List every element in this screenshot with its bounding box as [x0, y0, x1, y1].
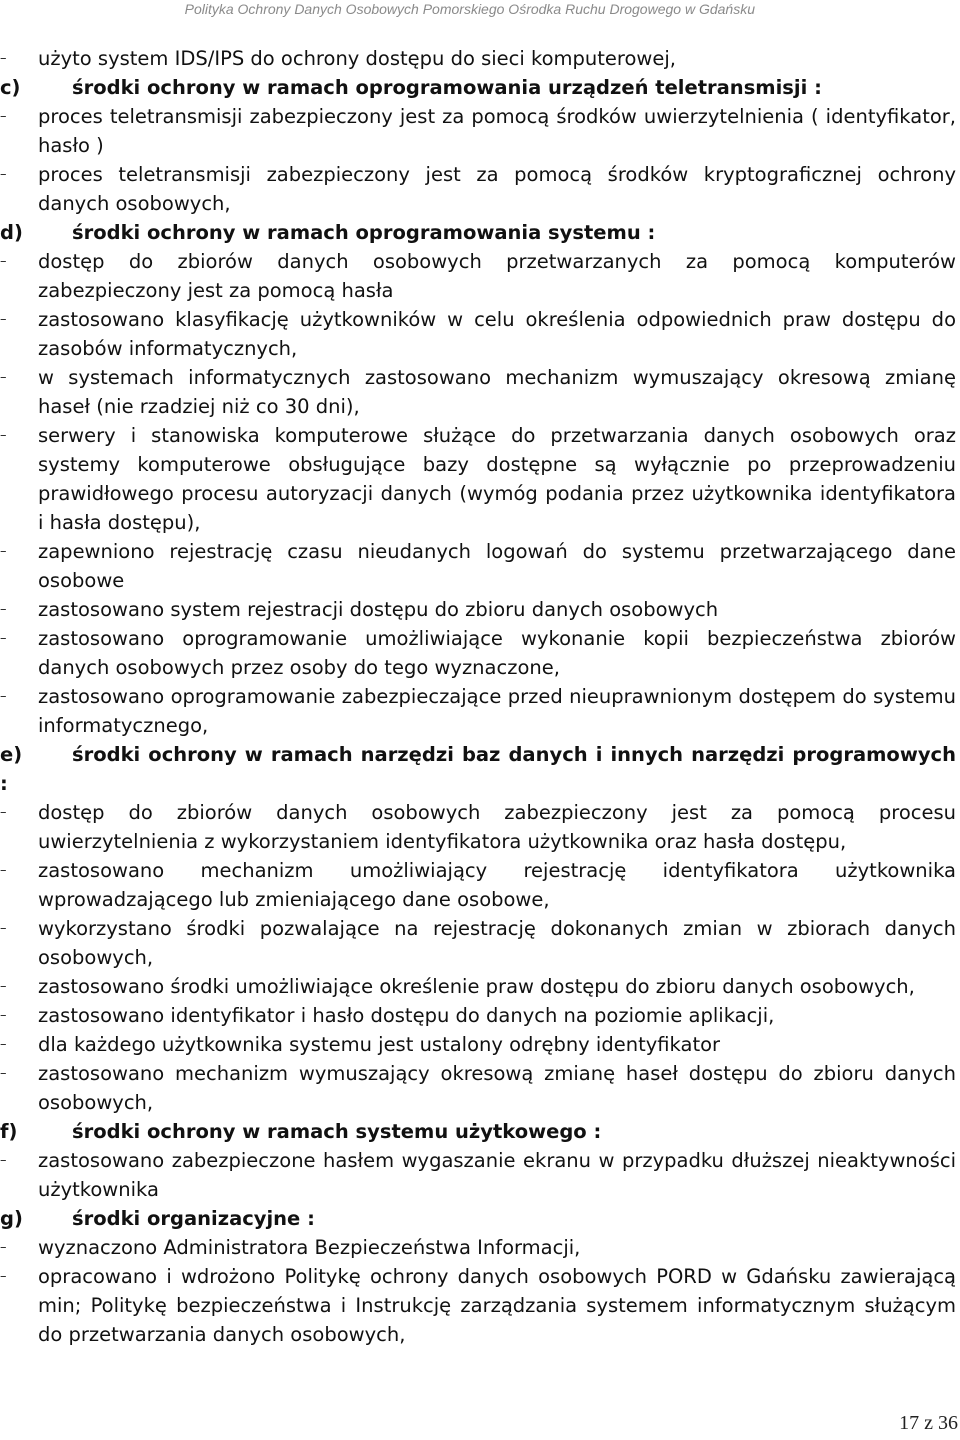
list-item-text: zastosowano mechanizm wymuszający okresową zmianę haseł dostępu do zbioru danych osobowych, [38, 1062, 956, 1114]
list-item-text: zastosowano oprogramowanie umożliwiające wykonanie kopii bezpieczeństwa zbiorów danych osobowych przez osoby do tego wyznaczone, [38, 627, 956, 679]
bullet-dash-icon: – [0, 1066, 7, 1081]
bullet-dash-icon: – [0, 544, 7, 559]
bullet-dash-icon: – [0, 689, 7, 704]
section-letter: e) [0, 743, 23, 766]
list-item [0, 363, 956, 421]
list-item [0, 798, 956, 856]
section-d [0, 218, 956, 740]
list-item [0, 1146, 956, 1204]
list-item-text: zastosowano system rejestracji dostępu do zbioru danych osobowych [38, 598, 719, 621]
list-item [0, 914, 956, 972]
page-number: 17 z 36 [899, 1412, 958, 1434]
list-item [0, 421, 956, 537]
list-item [0, 972, 956, 1001]
bullet-dash-icon: – [0, 109, 7, 124]
bullet-dash-icon: – [0, 631, 7, 646]
section-letter: f) [0, 1120, 18, 1143]
section-intro [0, 44, 956, 73]
list-item [0, 856, 956, 914]
section-c [0, 73, 956, 218]
section-e [0, 740, 956, 1117]
list-item [0, 102, 956, 160]
list-item [0, 1233, 956, 1262]
section-letter: g) [0, 1207, 23, 1230]
section-heading-text: środki ochrony w ramach oprogramowania urządzeń teletransmisji : [72, 76, 822, 99]
section-heading-text: środki ochrony w ramach narzędzi baz danych i innych narzędzi programowych : [0, 743, 956, 795]
list-item [0, 44, 956, 73]
bullet-dash-icon: – [0, 428, 7, 443]
list-item [0, 537, 956, 595]
bullet-dash-icon: – [0, 1269, 7, 1284]
list-item [0, 247, 956, 305]
bullet-dash-icon: – [0, 254, 7, 269]
bullet-dash-icon: – [0, 1240, 7, 1255]
section-heading-text: środki ochrony w ramach systemu użytkowego : [72, 1120, 602, 1143]
list-item [0, 624, 956, 682]
bullet-dash-icon: – [0, 1153, 7, 1168]
list-item-text: proces teletransmisji zabezpieczony jest za pomocą środków kryptograficznej ochrony danych osobowych, [38, 163, 956, 215]
list-item [0, 1030, 956, 1059]
section-f [0, 1117, 956, 1204]
list-item-text: serwery i stanowiska komputerowe służące do przetwarzania danych osobowych oraz systemy komputerowe obsługujące bazy dostępne są wyłącznie po przeprowadzeniu prawidłowego procesu autoryzacji danych (wymóg podania przez użytkownika identyfikatora i hasła dostępu), [38, 424, 956, 534]
list-item-text: opracowano i wdrożono Politykę ochrony danych osobowych PORD w Gdańsku zawierającą min; Politykę bezpieczeństwa i Instrukcję zarządzania systemem informatycznym służącym do przetwarzania danych osobowych, [38, 1265, 956, 1346]
document-body [0, 44, 960, 1349]
list-item [0, 305, 956, 363]
section-g [0, 1204, 956, 1349]
list-item [0, 682, 956, 740]
list-item [0, 1001, 956, 1030]
list-item-text: zastosowano klasyfikację użytkowników w celu określenia odpowiednich praw dostępu do zasobów informatycznych, [38, 308, 956, 360]
section-heading [0, 218, 956, 247]
section-heading [0, 1117, 956, 1146]
list-item [0, 1262, 956, 1349]
section-heading-text: środki organizacyjne : [72, 1207, 315, 1230]
list-item-text: proces teletransmisji zabezpieczony jest za pomocą środków uwierzytelnienia ( identyfikator, hasło ) [38, 105, 956, 157]
list-item-text: dla każdego użytkownika systemu jest ustalony odrębny identyfikator [38, 1033, 721, 1056]
section-heading-text: środki ochrony w ramach oprogramowania systemu : [72, 221, 656, 244]
list-item [0, 1059, 956, 1117]
bullet-dash-icon: – [0, 370, 7, 385]
bullet-dash-icon: – [0, 1008, 7, 1023]
section-heading [0, 1204, 956, 1233]
bullet-dash-icon: – [0, 1037, 7, 1052]
list-item [0, 160, 956, 218]
running-header: Polityka Ochrony Danych Osobowych Pomorskiego Ośrodka Ruchu Drogowego w Gdańsku [184, 1, 755, 17]
bullet-dash-icon: – [0, 51, 7, 66]
section-letter: d) [0, 221, 23, 244]
bullet-dash-icon: – [0, 602, 7, 617]
list-item-text: dostęp do zbiorów danych osobowych zabezpieczony jest za pomocą procesu uwierzytelnienia z wykorzystaniem identyfikatora użytkownika oraz hasła dostępu, [38, 801, 956, 853]
list-item-text: wykorzystano środki pozwalające na rejestrację dokonanych zmian w zbiorach danych osobowych, [38, 917, 956, 969]
section-heading [0, 73, 956, 102]
list-item-text: w systemach informatycznych zastosowano mechanizm wymuszający okresową zmianę haseł (nie rzadziej niż co 30 dni), [38, 366, 956, 418]
list-item [0, 595, 956, 624]
bullet-dash-icon: – [0, 979, 7, 994]
bullet-dash-icon: – [0, 167, 7, 182]
list-item-text: dostęp do zbiorów danych osobowych przetwarzanych za pomocą komputerów zabezpieczony jest za pomocą hasła [38, 250, 956, 302]
bullet-dash-icon: – [0, 921, 7, 936]
bullet-dash-icon: – [0, 805, 7, 820]
list-item-text: wyznaczono Administratora Bezpieczeństwa Informacji, [38, 1236, 581, 1259]
list-item-text: użyto system IDS/IPS do ochrony dostępu do sieci komputerowej, [38, 47, 676, 70]
list-item-text: zastosowano zabezpieczone hasłem wygaszanie ekranu w przypadku dłuższej nieaktywności użytkownika [38, 1149, 956, 1201]
bullet-dash-icon: – [0, 863, 7, 878]
bullet-dash-icon: – [0, 312, 7, 327]
list-item-text: zastosowano identyfikator i hasło dostępu do danych na poziomie aplikacji, [38, 1004, 775, 1027]
section-letter: c) [0, 76, 21, 99]
section-heading [0, 740, 956, 798]
list-item-text: zastosowano oprogramowanie zabezpieczające przed nieuprawnionym dostępem do systemu informatycznego, [38, 685, 956, 737]
list-item-text: zastosowano mechanizm umożliwiający rejestrację identyfikatora użytkownika wprowadzającego lub zmieniającego dane osobowe, [38, 859, 956, 911]
list-item-text: zastosowano środki umożliwiające określenie praw dostępu do zbioru danych osobowych, [38, 975, 915, 998]
list-item-text: zapewniono rejestrację czasu nieudanych logowań do systemu przetwarzającego dane osobowe [38, 540, 956, 592]
